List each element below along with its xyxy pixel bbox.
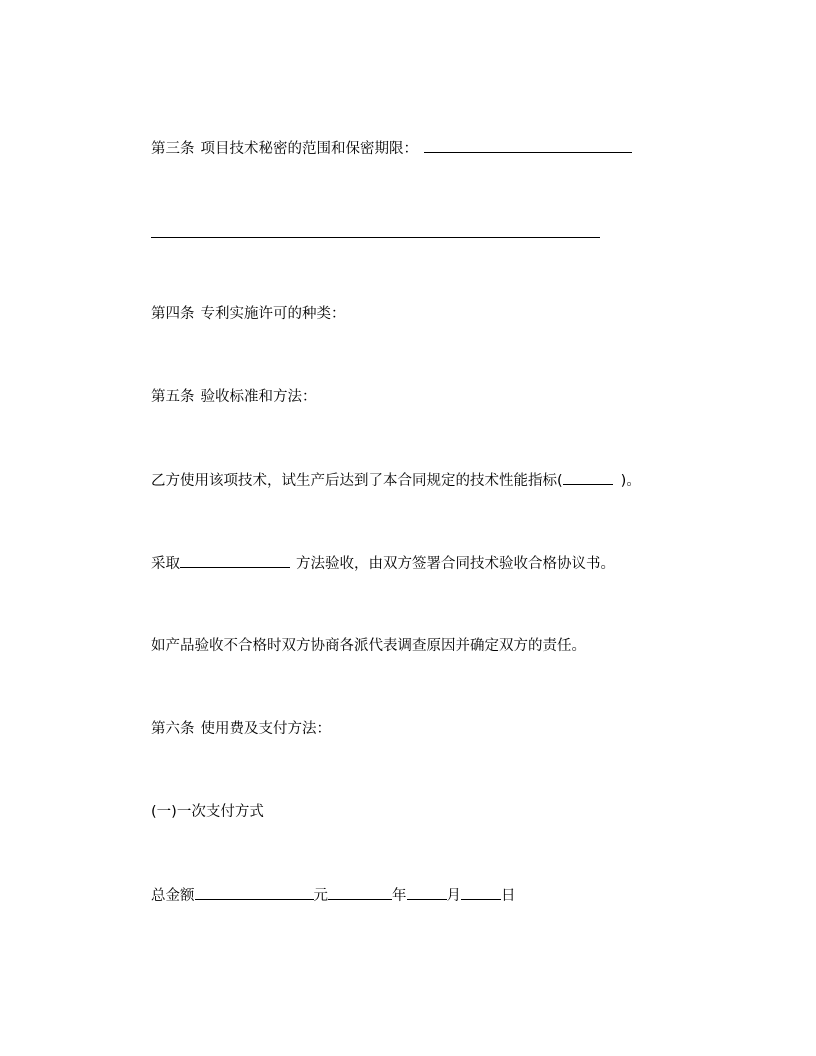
paragraph-performance-prefix: 乙方使用该项技术，试生产后达到了本合同规定的技术性能指标( <box>151 473 563 489</box>
paragraph-failure-text: 如产品验收不合格时双方协商各派代表调查原因并确定双方的责任。 <box>151 638 586 654</box>
paragraph-acceptance-prefix: 采取 <box>151 556 180 572</box>
day-label: 日 <box>501 888 516 904</box>
article-3 <box>151 138 632 159</box>
article-3-text: 项目技术秘密的范围和保密期限： <box>200 141 418 157</box>
paragraph-performance-suffix: )。 <box>620 473 641 489</box>
month-label: 月 <box>446 888 461 904</box>
article-6-label: 第六条 <box>151 721 195 737</box>
total-amount-line <box>151 885 516 906</box>
month-blank[interactable] <box>407 885 447 900</box>
performance-index-blank[interactable] <box>563 470 613 485</box>
article-5-text: 验收标准和方法： <box>200 389 317 405</box>
article-3-label: 第三条 <box>151 141 195 157</box>
paragraph-acceptance-suffix: 方法验收，由双方签署合同技术验收合格协议书。 <box>296 556 615 572</box>
paragraph-performance <box>151 470 641 491</box>
article-4 <box>151 304 346 324</box>
paragraph-failure <box>151 636 586 656</box>
acceptance-method-blank[interactable] <box>180 553 290 568</box>
year-label: 年 <box>392 888 407 904</box>
total-amount-label: 总金额 <box>151 888 195 904</box>
article-6 <box>151 719 331 739</box>
article-3-continuation-blank[interactable] <box>151 237 600 238</box>
total-amount-blank[interactable] <box>195 885 314 900</box>
article-4-label: 第四条 <box>151 306 195 322</box>
article-6-text: 使用费及支付方法： <box>200 721 331 737</box>
article-5-label: 第五条 <box>151 389 195 405</box>
article-3-blank[interactable] <box>424 138 632 153</box>
year-blank[interactable] <box>328 885 392 900</box>
article-5 <box>151 387 317 407</box>
yuan-label: 元 <box>313 888 328 904</box>
payment-option-1 <box>151 802 264 822</box>
article-4-text: 专利实施许可的种类： <box>200 306 346 322</box>
paragraph-acceptance-method <box>151 553 615 574</box>
payment-option-1-text: (一)一次支付方式 <box>151 804 264 820</box>
day-blank[interactable] <box>461 885 501 900</box>
